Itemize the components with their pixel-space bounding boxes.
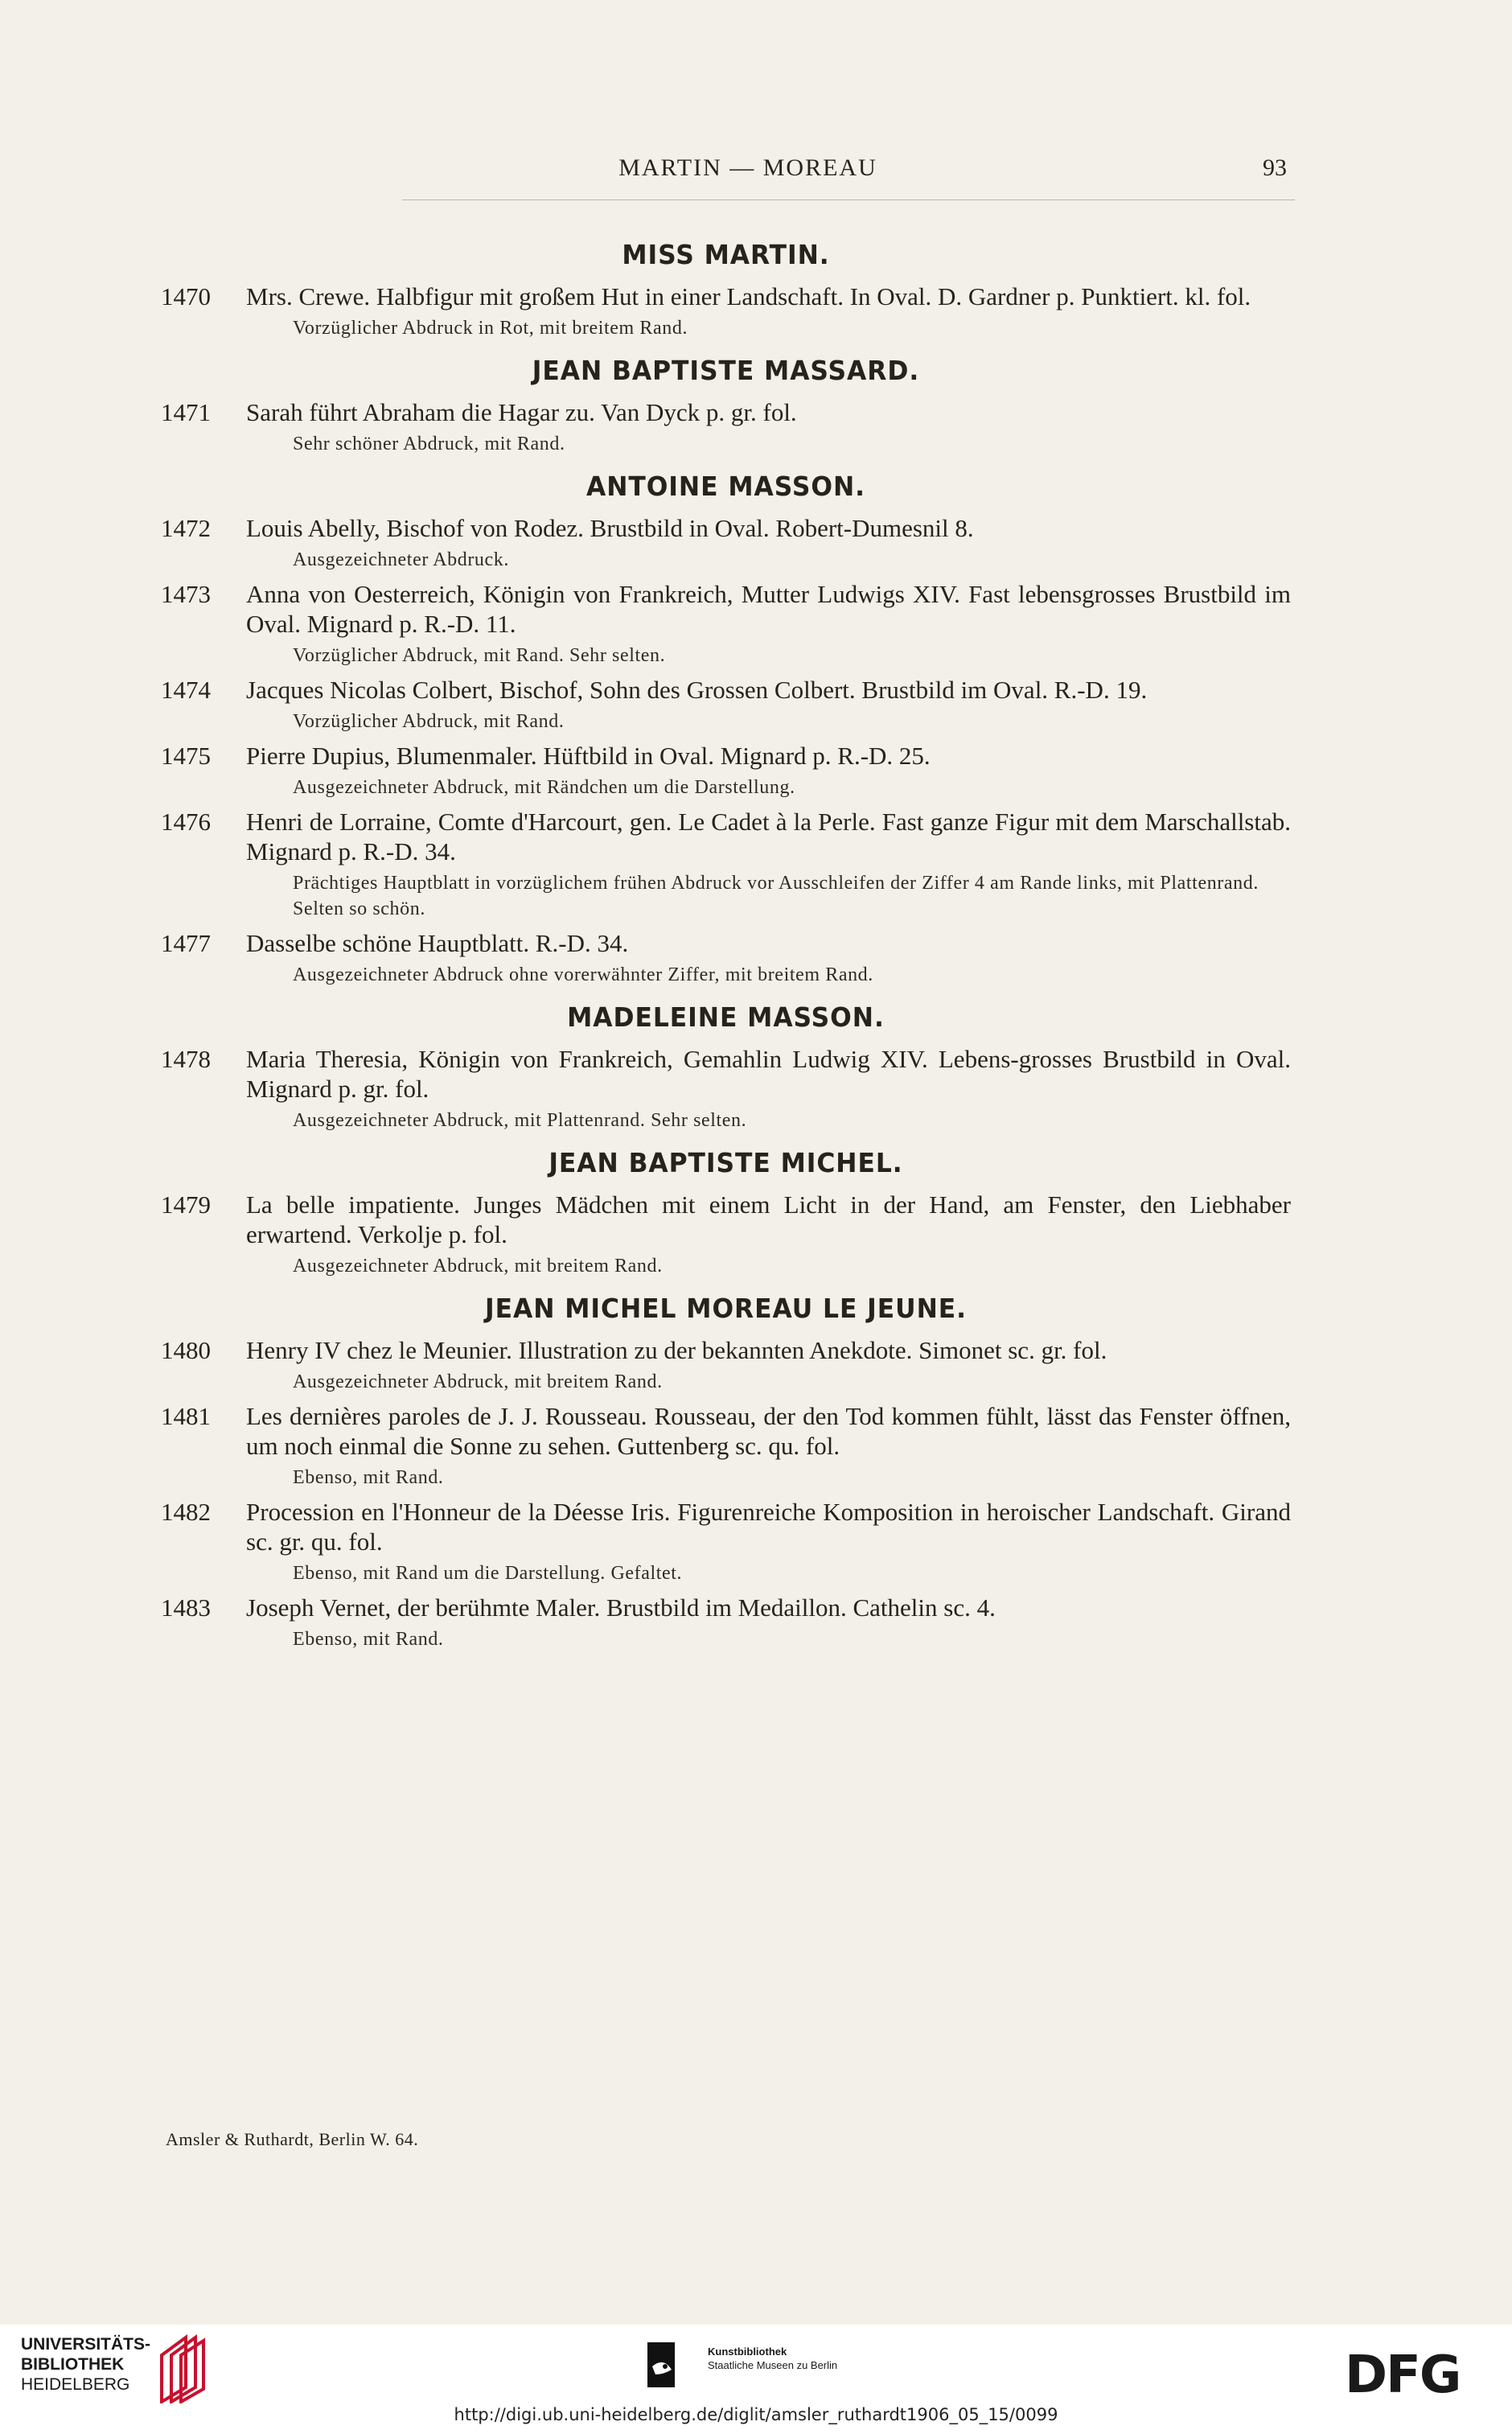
entry-description: Procession en l'Honneur de la Déesse Iris. Figurenreiche Komposition in heroischer Landschaft. Girand sc. gr. qu. fol. [246, 1498, 1291, 1556]
entry-number: 1481 [161, 1402, 211, 1430]
entry-condition-note: Sehr schöner Abdruck, mit Rand. [293, 434, 565, 454]
section-heading: ANTOINE MASSON. [585, 471, 866, 502]
entry-description: La belle impatiente. Junges Mädchen mit einem Licht in der Hand, am Fenster, den Liebhaber erwartend. Verkolje p. fol. [246, 1190, 1291, 1248]
entry-description: Maria Theresia, Königin von Frankreich, Gemahlin Ludwig XIV. Lebens-grosses Brustbild in Oval. Mignard p. gr. fol. [246, 1045, 1291, 1103]
entry-number: 1476 [161, 808, 211, 836]
entry-number: 1478 [161, 1045, 211, 1073]
catalog-entry [161, 741, 1291, 800]
entry-description: Louis Abelly, Bischof von Rodez. Brustbild in Oval. Robert-Dumesnil 8. [246, 514, 974, 542]
kunstbibliothek-logo-icon [647, 2342, 696, 2387]
kb-line2: Staatliche Museen zu Berlin [708, 2359, 838, 2371]
catalog-entry [161, 675, 1291, 734]
entry-description: Anna von Oesterreich, Königin von Frankreich, Mutter Ludwigs XIV. Fast lebensgrosses Brustbild im Oval. Mignard p. R.-D. 11. [246, 580, 1291, 638]
catalog-entry [161, 579, 1291, 668]
entry-condition-note: Prächtiges Hauptblatt in vorzüglichem frühen Abdruck vor Ausschleifen der Ziffer 4 am Rande links, mit Plattenrand. Selten so schön. [293, 873, 1259, 919]
entry-condition-note: Vorzüglicher Abdruck, mit Rand. [293, 711, 565, 732]
header-rule [402, 199, 1295, 200]
entry-condition-note: Ebenso, mit Rand. [293, 1467, 444, 1488]
entry-description: Jacques Nicolas Colbert, Bischof, Sohn des Grossen Colbert. Brustbild im Oval. R.-D. 19. [246, 676, 1148, 704]
catalog-entry [161, 1335, 1291, 1395]
entry-number: 1477 [161, 929, 211, 957]
entry-number: 1470 [161, 282, 211, 310]
entry-number: 1479 [161, 1190, 211, 1219]
entry-number: 1475 [161, 742, 211, 770]
catalog-content [161, 225, 1291, 1652]
library-name-line2: BIBLIOTHEK [21, 2355, 125, 2374]
university-library-logo[interactable] [21, 2334, 150, 2395]
entry-condition-note: Ausgezeichneter Abdruck ohne vorerwähnter Ziffer, mit breitem Rand. [293, 964, 873, 985]
kunstbibliothek-text [708, 2345, 837, 2372]
entry-number: 1483 [161, 1593, 211, 1622]
running-head-title: MARTIN — MOREAU [618, 154, 877, 181]
section-heading: MADELEINE MASSON. [567, 1001, 885, 1033]
catalog-entry [161, 513, 1291, 573]
entry-number: 1482 [161, 1498, 211, 1526]
entry-description: Henry IV chez le Meunier. Illustration zu der bekannten Anekdote. Simonet sc. gr. fol. [246, 1336, 1107, 1364]
entry-number: 1480 [161, 1336, 211, 1364]
entry-number: 1471 [161, 398, 211, 426]
entry-condition-note: Ausgezeichneter Abdruck, mit Plattenrand. Sehr selten. [293, 1110, 747, 1131]
catalog-entry [161, 397, 1291, 457]
catalog-entry [161, 1497, 1291, 1586]
dfg-logo [1345, 2347, 1489, 2400]
section-heading: JEAN BAPTISTE MASSARD. [532, 355, 920, 386]
entry-description: Pierre Dupius, Blumenmaler. Hüftbild in Oval. Mignard p. R.-D. 25. [246, 742, 931, 770]
catalog-entry [161, 282, 1291, 341]
entry-condition-note: Ausgezeichneter Abdruck, mit Rändchen um die Darstellung. [293, 777, 795, 798]
entry-number: 1474 [161, 676, 211, 704]
entry-description: Dasselbe schöne Hauptblatt. R.-D. 34. [246, 929, 629, 957]
entry-number: 1473 [161, 580, 211, 608]
permalink-url[interactable]: http://digi.ub.uni-heidelberg.de/diglit/amsler_ruthardt1906_05_15/0099 [454, 2405, 1058, 2424]
library-name-line3: HEIDELBERG [21, 2375, 130, 2394]
entry-description: Mrs. Crewe. Halbfigur mit großem Hut in einer Landschaft. In Oval. D. Gardner p. Punktiert. kl. fol. [246, 282, 1251, 310]
catalog-entry [161, 1044, 1291, 1133]
entry-condition-note: Ausgezeichneter Abdruck, mit breitem Rand. [293, 1371, 663, 1392]
catalog-entry [161, 1593, 1291, 1652]
entry-description: Les dernières paroles de J. J. Rousseau. Rousseau, der den Tod kommen fühlt, lässt das Fenster öffnen, um noch einmal die Sonne zu sehen. Guttenberg sc. qu. fol. [246, 1402, 1291, 1460]
catalog-entry [161, 1401, 1291, 1490]
publisher-imprint: Amsler & Ruthardt, Berlin W. 64. [166, 2129, 419, 2149]
running-head [0, 154, 1512, 187]
entry-condition-note: Ausgezeichneter Abdruck, mit breitem Rand. [293, 1256, 663, 1277]
entry-description: Henri de Lorraine, Comte d'Harcourt, gen. Le Cadet à la Perle. Fast ganze Figur mit dem Marschallstab. Mignard p. R.-D. 34. [246, 808, 1291, 865]
catalog-entry [161, 807, 1291, 922]
catalog-entry [161, 1190, 1291, 1279]
entry-condition-note: Ebenso, mit Rand. [293, 1629, 444, 1650]
entry-condition-note: Vorzüglicher Abdruck in Rot, mit breitem Rand. [293, 318, 688, 339]
entry-condition-note: Ebenso, mit Rand um die Darstellung. Gefaltet. [293, 1563, 683, 1584]
section-heading: JEAN MICHEL MOREAU LE JEUNE. [484, 1293, 967, 1324]
entry-description: Joseph Vernet, der berühmte Maler. Brustbild im Medaillon. Cathelin sc. 4. [246, 1593, 996, 1622]
dfg-wordmark: DFG [1345, 2347, 1461, 2400]
catalog-entry [161, 928, 1291, 988]
section-heading: JEAN BAPTISTE MICHEL. [549, 1147, 903, 1178]
page-number: 93 [1263, 154, 1287, 181]
library-emblem-icon [154, 2331, 205, 2403]
entry-description: Sarah führt Abraham die Hagar zu. Van Dyck p. gr. fol. [246, 398, 797, 426]
kb-line1: Kunstbibliothek [708, 2346, 787, 2358]
entry-condition-note: Vorzüglicher Abdruck, mit Rand. Sehr selten. [293, 645, 666, 666]
entry-condition-note: Ausgezeichneter Abdruck. [293, 549, 509, 570]
section-heading: MISS MARTIN. [622, 239, 830, 270]
library-name-line1: UNIVERSITÄTS- [21, 2335, 151, 2354]
entry-number: 1472 [161, 514, 211, 542]
